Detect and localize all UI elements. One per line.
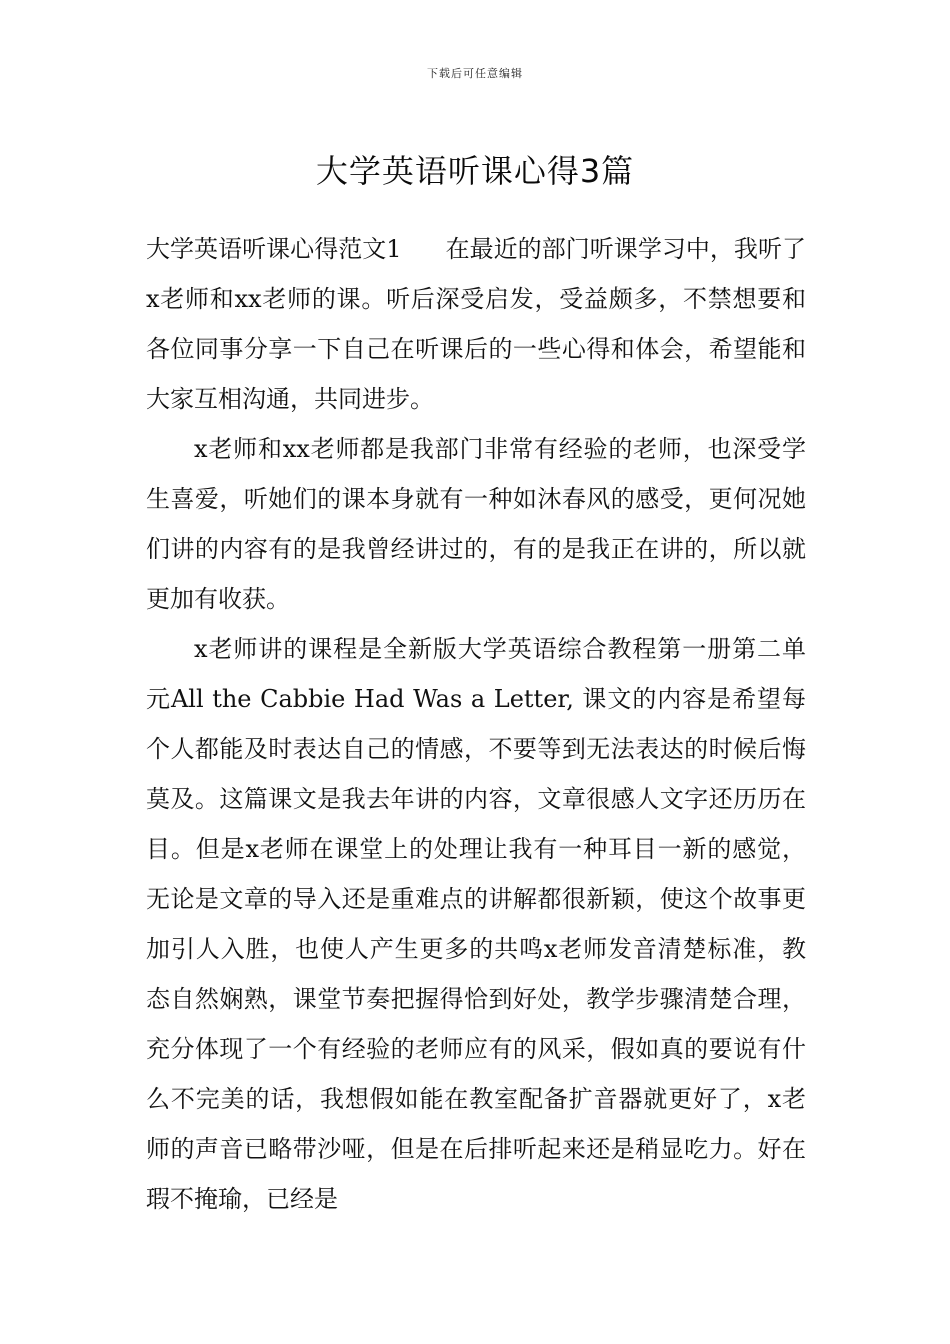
paragraph: x老师和xx老师都是我部门非常有经验的老师，也深受学生喜爱，听她们的课本身就有一种如沐春风的感受，更何况她们讲的内容有的是我曾经讲过的，有的是我正在讲的，所以就更加有收获。 (146, 435, 806, 613)
paragraph-intro (146, 224, 806, 424)
document-title: 大学英语听课心得3篇 (315, 152, 635, 191)
header-note: 下载后可任意编辑 (427, 67, 523, 80)
paragraph-text: 在最近的部门听课学习中，我听了x老师和xx老师的课。听后深受启发，受益颇多，不禁想要和各位同事分享一下自己在听课后的一些心得和体会，希望能和大家互相沟通，共同进步。 (146, 235, 806, 413)
document-body (146, 224, 806, 1224)
paragraph: x老师讲的课程是全新版大学英语综合教程第一册第二单元All the Cabbie Had Was a Letter, 课文的内容是希望每个人都能及时表达自己的情感，不要等到无法表达的时候后悔莫及。这篇课文是我去年讲的内容，文章很感人文字还历历在目。但是x老师在课堂上的处理让我有一种耳目一新的感觉，无论是文章的导入还是重难点的讲解都很新颖，使这个故事更加引人入胜，也使人产生更多的共鸣x老师发音清楚标准，教态自然娴熟，课堂节奏把握得恰到好处，教学步骤清楚合理，充分体现了一个有经验的老师应有的风采，假如真的要说有什么不完美的话，我想假如能在教室配备扩音器就更好了，x老师的声音已略带沙哑，但是在后排听起来还是稍显吃力。好在瑕不掩瑜，已经是 (146, 635, 806, 1213)
section-heading: 大学英语听课心得范文1 (146, 235, 402, 263)
